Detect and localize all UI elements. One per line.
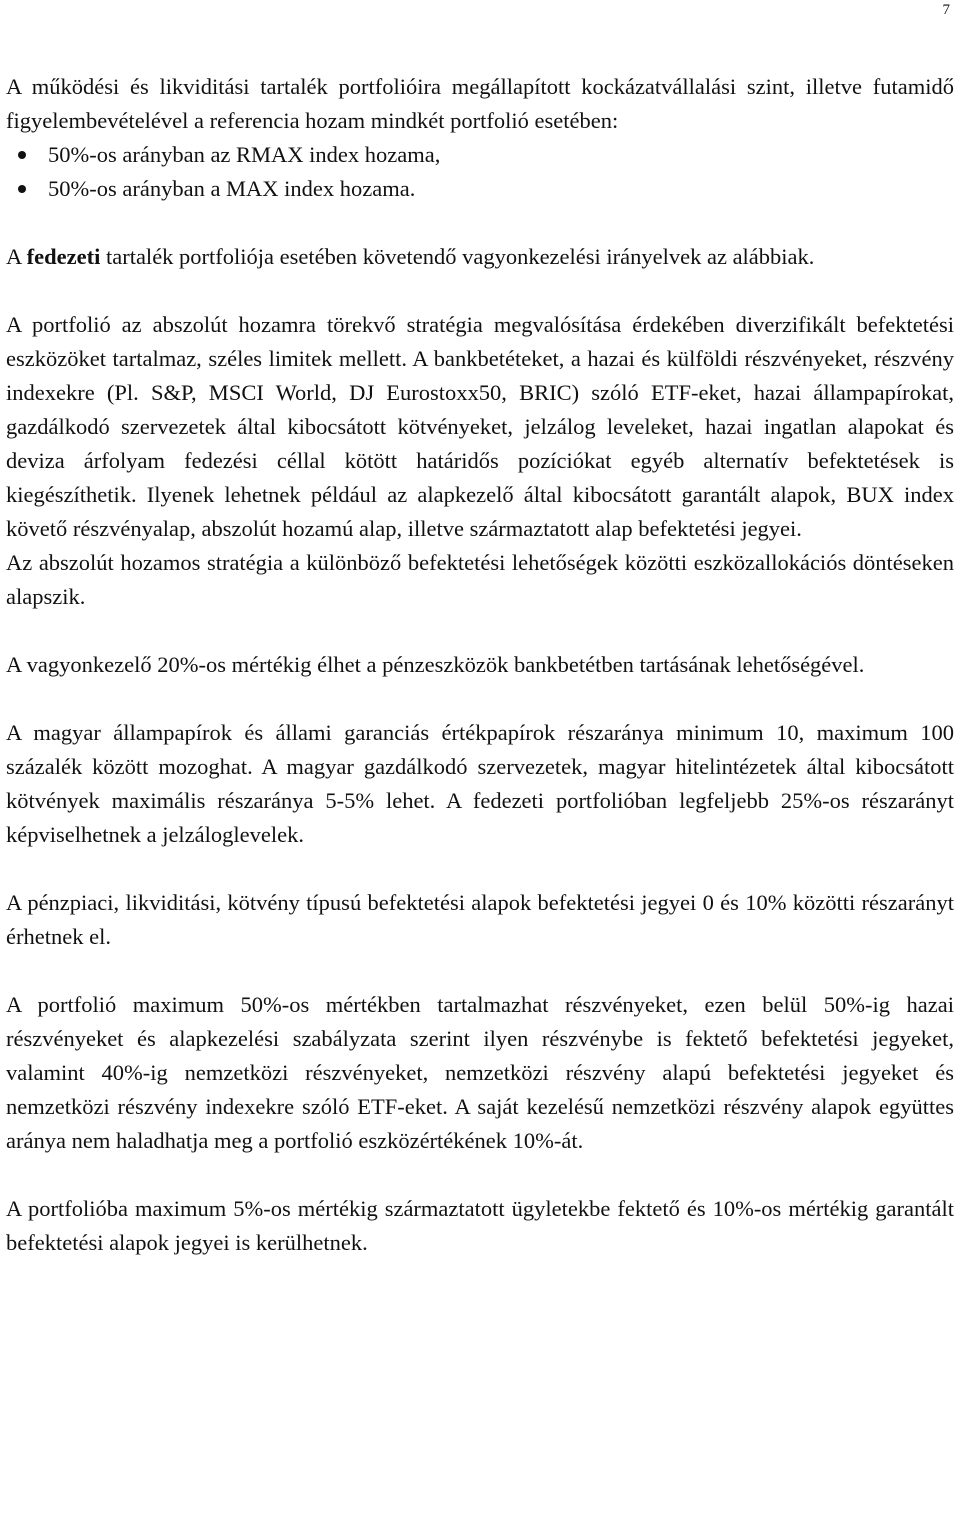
document-body	[6, 70, 954, 1260]
equity-paragraph: A portfolió maximum 50%-os mértékben tartalmazhat részvényeket, ezen belül 50%-ig hazai részvényeket és alapkezelési szabályzata szerint ilyen részvénybe is fektető befektetési jegyeket, valamint 40%-ig nemzetközi részvényeket, nemzetközi részvény alapú befektetési jegyeket és nemzetközi részvény indexekre szóló ETF-eket. A saját kezelésű nemzetközi részvény alapok együttes aránya nem haladhatja meg a portfolió eszközértékének 10%-át.	[6, 992, 954, 1153]
list-item-text: 50%-os arányban a MAX index hozama.	[48, 176, 416, 201]
fedezeti-prefix: A	[6, 244, 27, 269]
government-securities-paragraph: A magyar állampapírok és állami garanciás értékpapírok részaránya minimum 10, maximum 100 százalék között mozoghat. A magyar gazdálkodó szervezetek, magyar hitelintézetek által kibocsátott kötvények maximális részaránya 5-5% lehet. A fedezeti portfolióban legfeljebb 25%-os részarányt képviselhetnek a jelzáloglevelek.	[6, 720, 954, 847]
strategy-paragraph: A portfolió az abszolút hozamra törekvő stratégia megvalósítása érdekében diverzifikált befektetési eszközöket tartalmaz, széles limitek mellett. A bankbetéteket, a hazai és külföldi részvényeket, részvény indexekre (Pl. S&P, MSCI World, DJ Eurostoxx50, BRIC) szóló ETF-eket, hazai állampapírokat, gazdálkodó szervezetek által kibocsátott kötvényeket, jelzálog leveleket, hazai ingatlan alapokat és deviza árfolyam fedezési céllal kötött határidős pozíciókat egyéb alternatív befektetések is kiegészíthetik. Ilyenek lehetnek például az alapkezelő által kibocsátott garantált alapok, BUX index követő részvényalap, abszolút hozamú alap, illetve származtatott alap befektetési jegyei.	[6, 312, 954, 541]
allocation-paragraph: Az abszolút hozamos stratégia a különböző befektetési lehetőségek közötti eszközallokációs döntéseken alapszik.	[6, 550, 954, 609]
bullet-icon	[18, 151, 26, 159]
list-item	[6, 138, 954, 172]
benchmark-list	[6, 138, 954, 206]
derivatives-paragraph: A portfolióba maximum 5%-os mértékig származtatott ügyletekbe fektető és 10%-os mértékig garantált befektetési alapok jegyei is kerülhetnek.	[6, 1196, 954, 1255]
list-item-text: 50%-os arányban az RMAX index hozama,	[48, 142, 441, 167]
fedezeti-paragraph	[6, 240, 954, 274]
intro-paragraph: A működési és likviditási tartalék portfolióira megállapított kockázatvállalási szint, illetve futamidő figyelembevételével a referencia hozam mindkét portfolió esetében:	[6, 74, 954, 133]
fedezeti-suffix: tartalék portfoliója esetében követendő vagyonkezelési irányelvek az alábbiak.	[100, 244, 815, 269]
bank-deposit-paragraph: A vagyonkezelő 20%-os mértékig élhet a pénzeszközök bankbetétben tartásának lehetőségével.	[6, 652, 865, 677]
page-number: 7	[942, 2, 950, 18]
fedezeti-bold-term: fedezeti	[26, 244, 101, 269]
bullet-icon	[18, 185, 26, 193]
money-market-paragraph: A pénzpiaci, likviditási, kötvény típusú befektetési alapok befektetési jegyei 0 és 10% közötti részarányt érhetnek el.	[6, 890, 954, 949]
list-item	[6, 172, 954, 206]
